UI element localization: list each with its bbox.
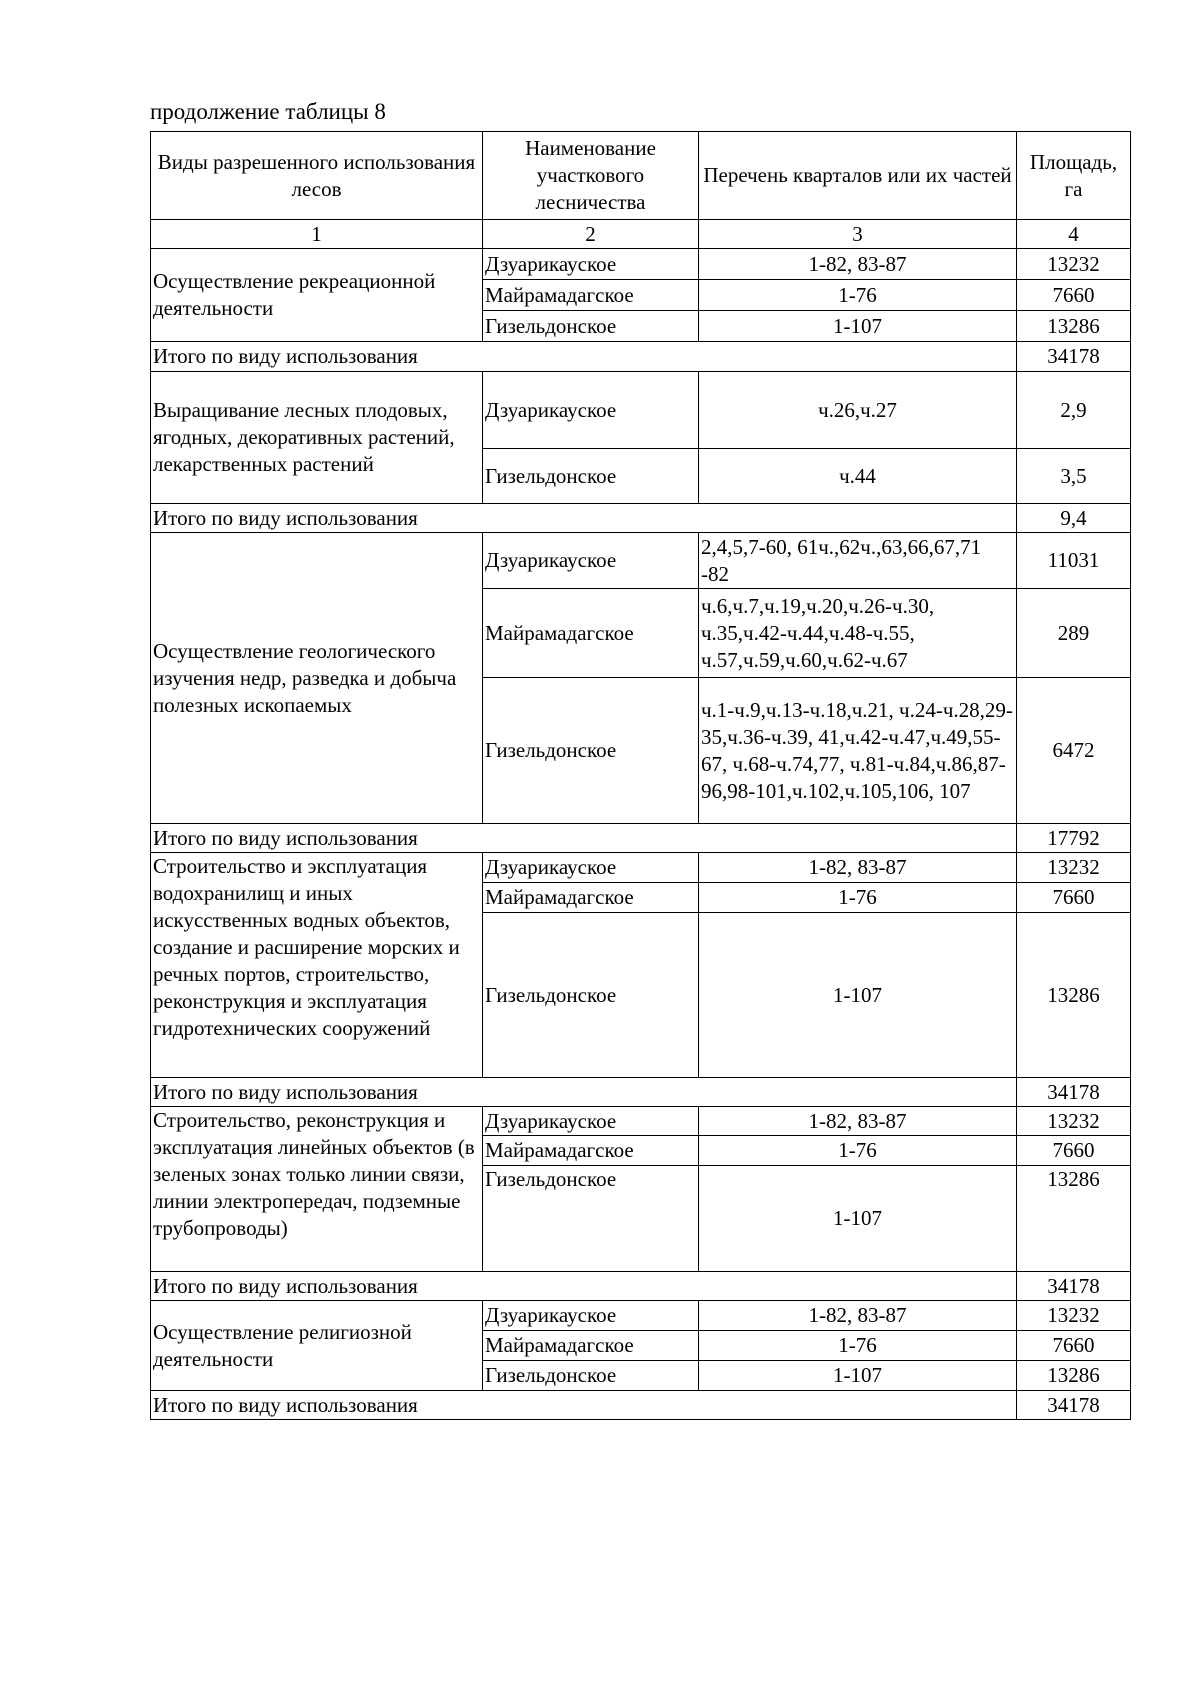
forestry-cell: Гизельдонское	[483, 678, 699, 824]
total-label: Итого по виду использования	[151, 342, 1017, 372]
quarters-cell: 1-107	[699, 1166, 1017, 1272]
quarters-cell: ч.26,ч.27	[699, 372, 1017, 449]
area-cell: 13232	[1017, 1107, 1131, 1136]
forestry-cell: Майрамадагское	[483, 589, 699, 678]
forestry-cell: Дзуарикауское	[483, 1301, 699, 1331]
use-type-cell: Строительство, реконструкция и эксплуатация линейных объектов (в зеленых зонах только линии связи, линии электропередач, подземные трубопроводы)	[151, 1107, 483, 1272]
total-label: Итого по виду использования	[151, 1391, 1017, 1420]
forestry-cell: Гизельдонское	[483, 449, 699, 504]
column-number-3: 3	[699, 220, 1017, 249]
area-cell: 13286	[1017, 1166, 1131, 1272]
quarters-cell: 1-82, 83-87	[699, 1107, 1017, 1136]
forestry-cell: Гизельдонское	[483, 913, 699, 1078]
total-value: 17792	[1017, 824, 1131, 853]
forestry-cell: Дзуарикауское	[483, 249, 699, 280]
column-number-row	[151, 220, 1131, 249]
table-caption: продолжение таблицы 8	[150, 99, 386, 124]
total-label: Итого по виду использования	[151, 1078, 1017, 1107]
header-use-type: Виды разрешенного использования лесов	[151, 132, 483, 220]
total-label: Итого по виду использования	[151, 1272, 1017, 1301]
header-area: Площадь, га	[1017, 132, 1131, 220]
header-forestry: Наименование участкового лесничества	[483, 132, 699, 220]
quarters-cell: 1-82, 83-87	[699, 1301, 1017, 1331]
quarters-cell: 1-107	[699, 913, 1017, 1078]
use-type-cell: Осуществление рекреационной деятельности	[151, 249, 483, 342]
area-cell: 13286	[1017, 311, 1131, 342]
forestry-cell: Гизельдонское	[483, 1361, 699, 1391]
header-quarters: Перечень кварталов или их частей	[699, 132, 1017, 220]
forestry-cell: Гизельдонское	[483, 311, 699, 342]
forestry-cell: Майрамадагское	[483, 1136, 699, 1166]
use-type-cell: Осуществление религиозной деятельности	[151, 1301, 483, 1391]
quarters-cell: 1-76	[699, 883, 1017, 913]
quarters-cell: ч.6,ч.7,ч.19,ч.20,ч.26-ч.30, ч.35,ч.42-ч.44,ч.48-ч.55, ч.57,ч.59,ч.60,ч.62-ч.67	[699, 589, 1017, 678]
quarters-cell: 1-76	[699, 280, 1017, 311]
use-type-cell: Строительство и эксплуатация водохранилищ и иных искусственных водных объектов, создание и расширение морских и речных портов, строительство, реконструкция и эксплуатация гидротехнических сооружений	[151, 853, 483, 1078]
total-row	[151, 504, 1131, 533]
total-value: 34178	[1017, 1391, 1131, 1420]
forestry-cell: Майрамадагское	[483, 883, 699, 913]
total-label: Итого по виду использования	[151, 504, 1017, 533]
table-row	[151, 1301, 1131, 1331]
use-type-cell: Выращивание лесных плодовых, ягодных, декоративных растений, лекарственных растений	[151, 372, 483, 504]
table-row	[151, 853, 1131, 883]
column-number-4: 4	[1017, 220, 1131, 249]
quarters-cell: 1-107	[699, 311, 1017, 342]
table-row	[151, 249, 1131, 280]
quarters-cell: 1-76	[699, 1331, 1017, 1361]
area-cell: 13286	[1017, 1361, 1131, 1391]
forest-use-table	[150, 131, 1131, 1420]
column-number-1: 1	[151, 220, 483, 249]
total-value: 34178	[1017, 1272, 1131, 1301]
total-row	[151, 1078, 1131, 1107]
total-value: 34178	[1017, 1078, 1131, 1107]
forestry-cell: Дзуарикауское	[483, 853, 699, 883]
forestry-cell: Майрамадагское	[483, 1331, 699, 1361]
total-row	[151, 824, 1131, 853]
quarters-cell: 1-107	[699, 1361, 1017, 1391]
area-cell: 6472	[1017, 678, 1131, 824]
total-value: 34178	[1017, 342, 1131, 372]
table-row	[151, 533, 1131, 589]
quarters-cell: 1-82, 83-87	[699, 249, 1017, 280]
area-cell: 13232	[1017, 1301, 1131, 1331]
quarters-cell: ч.44	[699, 449, 1017, 504]
quarters-cell: 2,4,5,7-60, 61ч.,62ч.,63,66,67,71 -82	[699, 533, 1017, 589]
area-cell: 289	[1017, 589, 1131, 678]
total-label: Итого по виду использования	[151, 824, 1017, 853]
area-cell: 13232	[1017, 853, 1131, 883]
table-header-row	[151, 132, 1131, 220]
use-type-cell: Осуществление геологического изучения недр, разведка и добыча полезных ископаемых	[151, 533, 483, 824]
area-cell: 13286	[1017, 913, 1131, 1078]
total-value: 9,4	[1017, 504, 1131, 533]
area-cell: 7660	[1017, 280, 1131, 311]
area-cell: 13232	[1017, 249, 1131, 280]
quarters-cell: 1-82, 83-87	[699, 853, 1017, 883]
area-cell: 11031	[1017, 533, 1131, 589]
forestry-cell: Гизельдонское	[483, 1166, 699, 1272]
area-cell: 3,5	[1017, 449, 1131, 504]
table-row	[151, 1107, 1131, 1136]
forestry-cell: Дзуарикауское	[483, 1107, 699, 1136]
area-cell: 7660	[1017, 883, 1131, 913]
total-row	[151, 342, 1131, 372]
forestry-cell: Дзуарикауское	[483, 533, 699, 589]
area-cell: 2,9	[1017, 372, 1131, 449]
quarters-cell: ч.1-ч.9,ч.13-ч.18,ч.21, ч.24-ч.28,29-35,ч.36-ч.39, 41,ч.42-ч.47,ч.49,55-67, ч.68-ч.74,77, ч.81-ч.84,ч.86,87-96,98-101,ч.102,ч.105,106, 107	[699, 678, 1017, 824]
total-row	[151, 1272, 1131, 1301]
forestry-cell: Майрамадагское	[483, 280, 699, 311]
area-cell: 7660	[1017, 1136, 1131, 1166]
table-row	[151, 372, 1131, 449]
column-number-2: 2	[483, 220, 699, 249]
total-row	[151, 1391, 1131, 1420]
forestry-cell: Дзуарикауское	[483, 372, 699, 449]
quarters-cell: 1-76	[699, 1136, 1017, 1166]
area-cell: 7660	[1017, 1331, 1131, 1361]
